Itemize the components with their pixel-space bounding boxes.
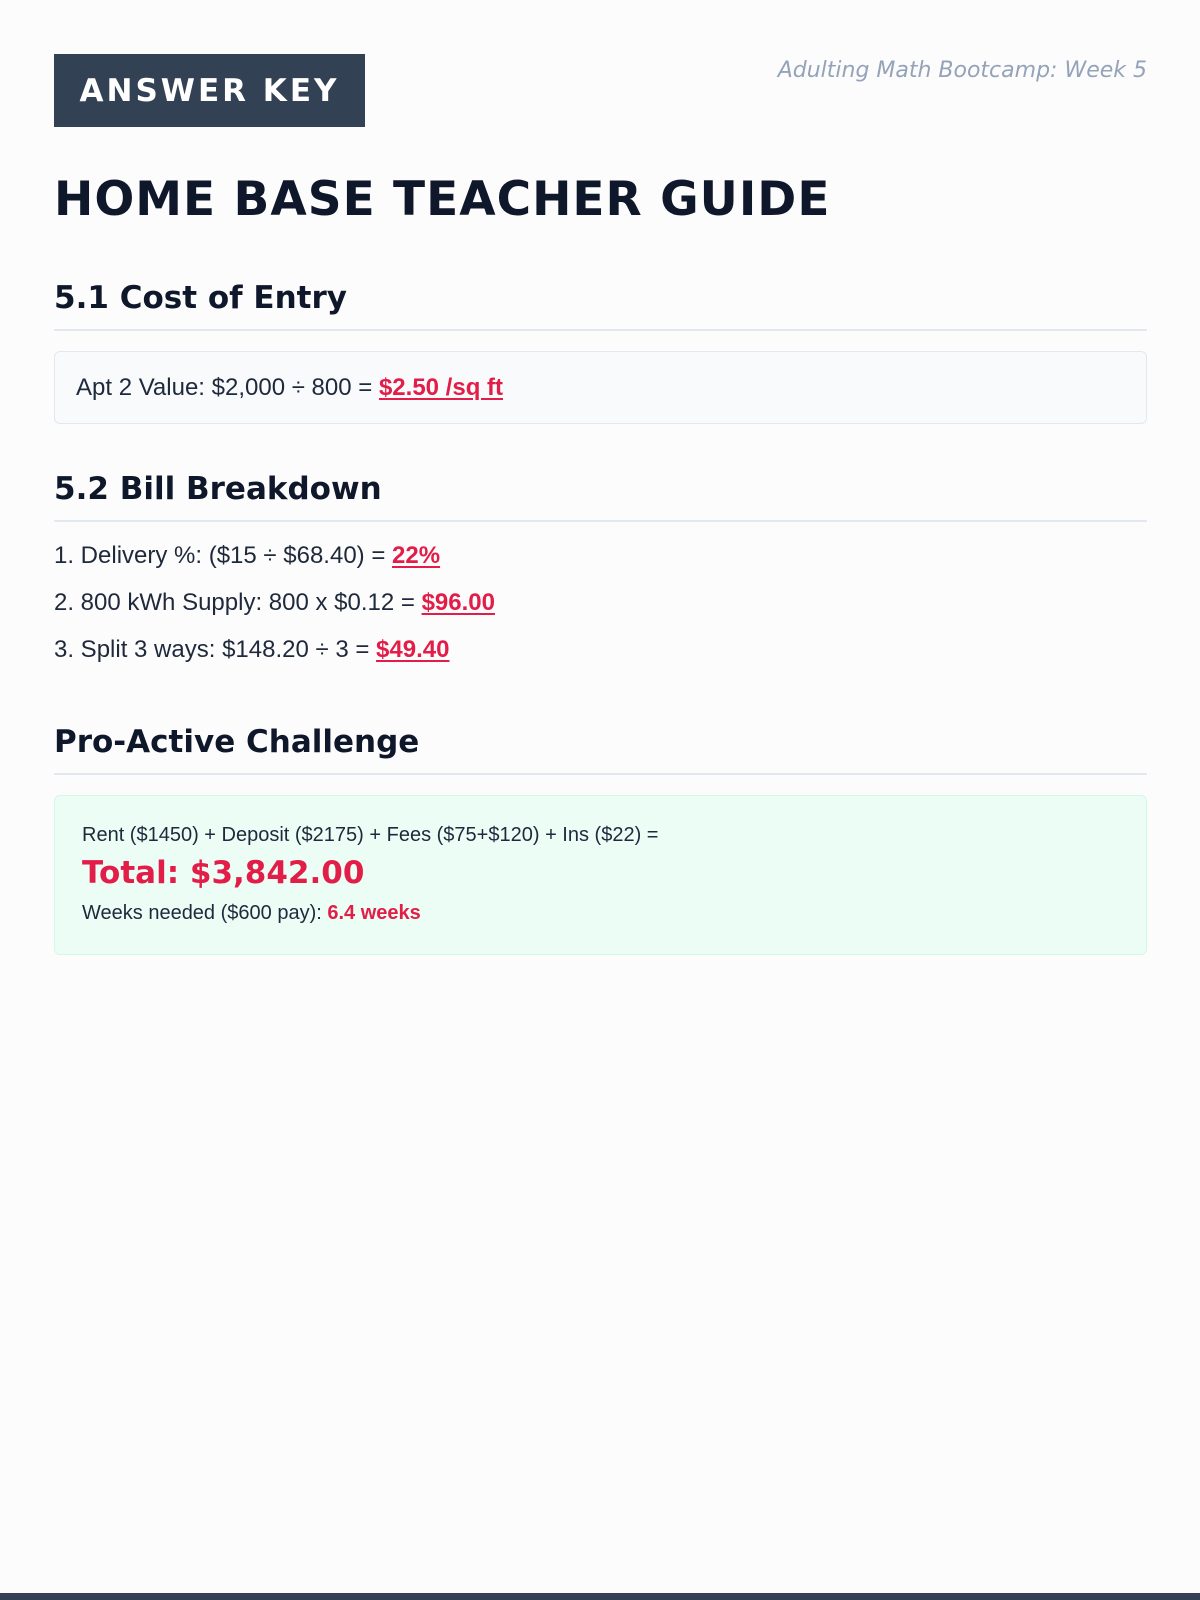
step-text: 1. Delivery %: ($15 ÷ $68.40) = [54,542,393,569]
section-heading-bill-breakdown: 5.2 Bill Breakdown [54,470,1147,522]
list-item [54,585,1147,632]
cost-of-entry-box [54,351,1147,424]
header-row [54,54,1147,127]
cost-of-entry-answer: $2.50 /sq ft [378,373,504,401]
step-answer: $96.00 [421,589,495,616]
step-answer: 22% [392,542,441,569]
page-title: HOME BASE TEACHER GUIDE [54,172,831,227]
answer-key-page [54,54,1147,955]
challenge-total: Total: $3,842.00 [82,855,365,891]
list-item [54,632,1147,679]
weeks-label: Weeks needed ($600 pay): [82,902,328,924]
section-heading-challenge: Pro-Active Challenge [54,723,1147,775]
challenge-weeks-line [82,900,1119,926]
footer-bar [0,1593,1200,1600]
step-answer: $49.40 [376,636,450,663]
challenge-box [54,795,1147,955]
step-text: 3. Split 3 ways: $148.20 ÷ 3 = [54,636,377,663]
list-item [54,538,1147,585]
weeks-answer: 6.4 weeks [327,902,421,924]
course-tag: Adulting Math Bootcamp: Week 5 [777,58,1147,83]
bill-breakdown-list [54,538,1147,679]
answer-key-badge: ANSWER KEY [54,54,365,127]
cost-of-entry-equation: Apt 2 Value: $2,000 ÷ 800 = [76,373,379,401]
step-text: 2. 800 kWh Supply: 800 x $0.12 = [54,589,422,616]
section-heading-cost-of-entry: 5.1 Cost of Entry [54,279,1147,331]
challenge-equation: Rent ($1450) + Deposit ($2175) + Fees ($75+$120) + Ins ($22) = [82,824,659,846]
